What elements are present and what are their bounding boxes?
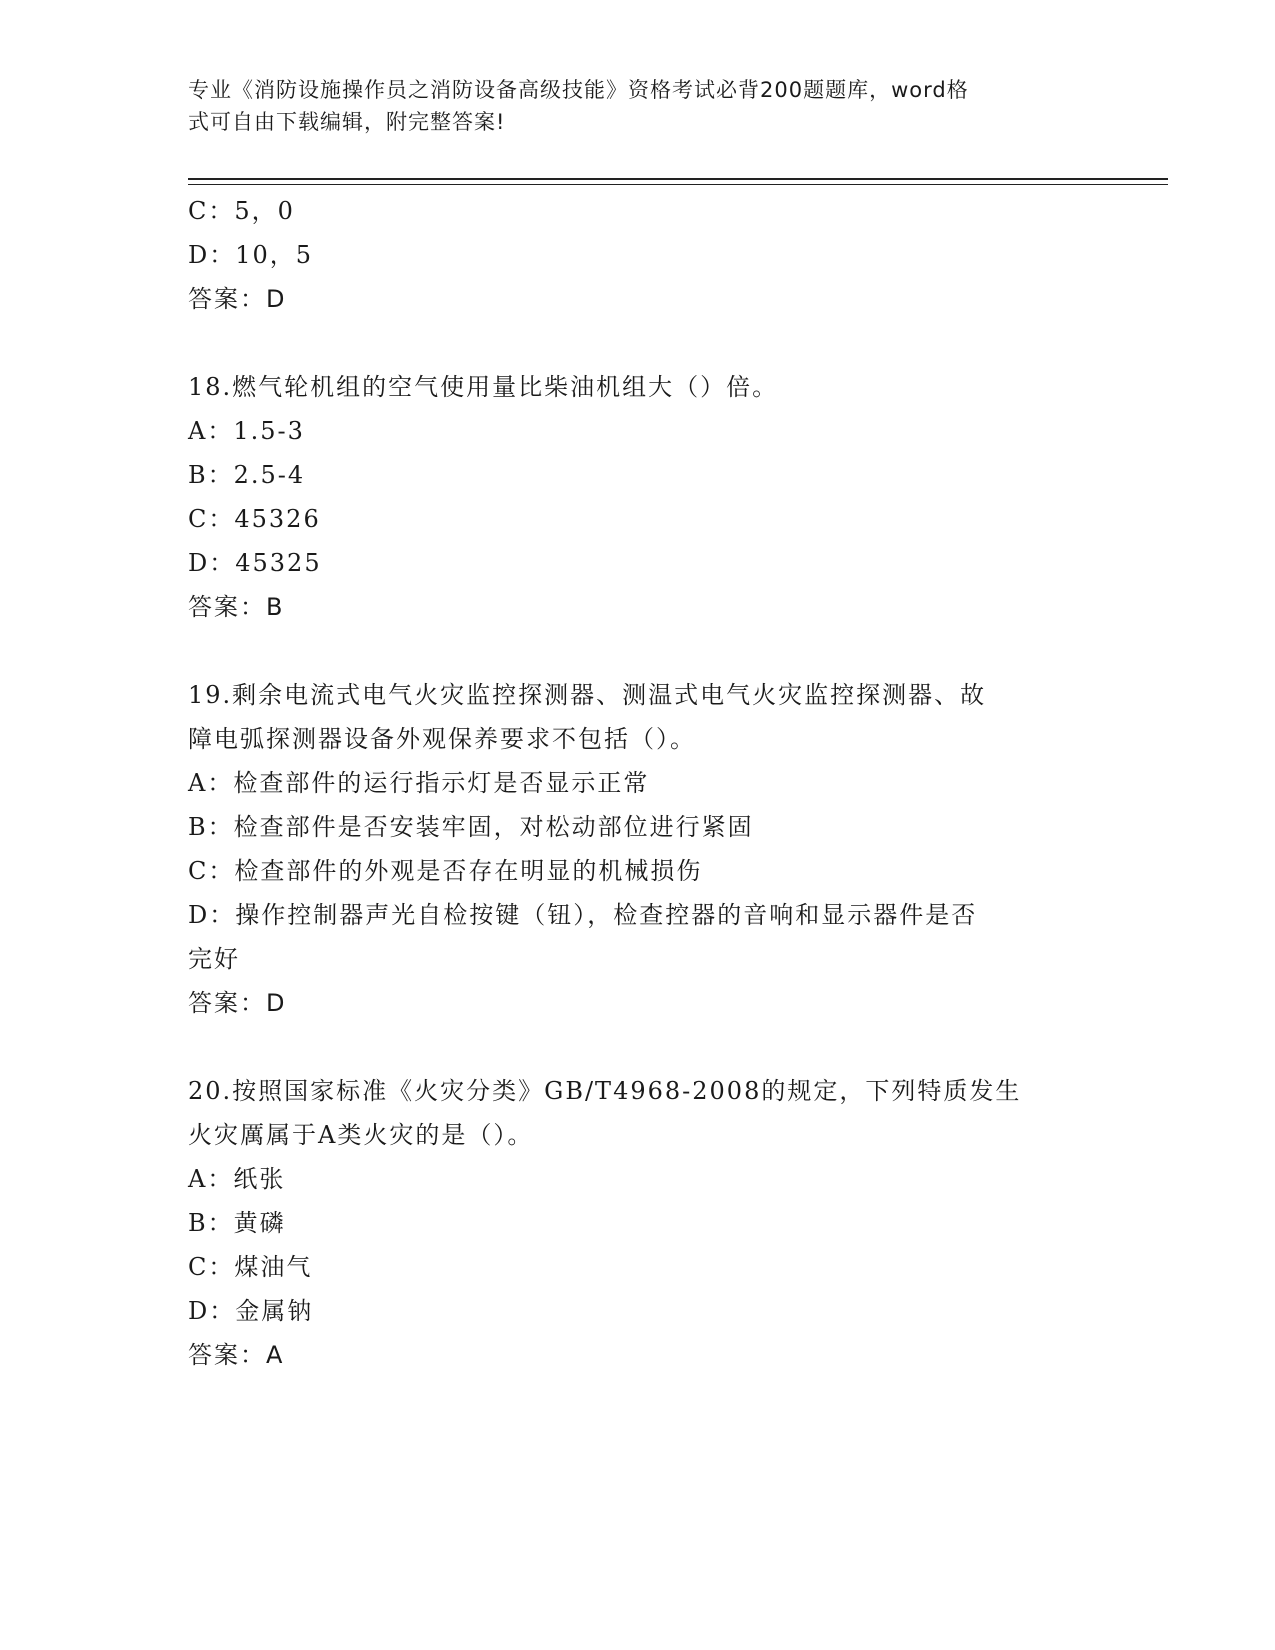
q19-option-b: B：检查部件是否安装牢固，对松动部位进行紧固 [188,813,754,841]
header-line-1: 专业《消防设施操作员之消防设备高级技能》资格考试必背200题题库，word格 [188,78,969,102]
q20-option-d: D：金属钠 [188,1297,314,1325]
q19-option-d-line-2: 完好 [188,945,240,973]
q20-option-a: A：纸张 [188,1165,286,1193]
header-divider-thick [188,178,1168,180]
q19-option-a: A：检查部件的运行指示灯是否显示正常 [188,769,650,797]
header-divider-thin [188,184,1168,185]
q18-option-b: B：2.5-4 [188,461,306,489]
q20-answer: 答案：A [188,1341,285,1369]
q19-stem-line-2: 障电弧探测器设备外观保养要求不包括（）。 [188,725,696,753]
q20-option-b: B：黄磷 [188,1209,286,1237]
q19-option-c: C：检查部件的外观是否存在明显的机械损伤 [188,857,703,885]
prev-option-d: D：10，5 [188,241,314,269]
q20-stem-line-2: 火灾厲属于A类火灾的是（）。 [188,1121,534,1149]
page-header [188,74,1088,138]
header-line-2: 式可自由下载编辑，附完整答案! [188,110,506,134]
q18-option-a: A：1.5-3 [188,417,305,445]
q20-option-c: C：煤油气 [188,1253,313,1281]
q18-answer: 答案：B [188,593,285,621]
q19-stem-line-1: 19.剩余电流式电气火灾监控探测器、测温式电气火灾监控探测器、故 [188,681,987,709]
q19-option-d-line-1: D：操作控制器声光自检按键（钮），检查控器的音响和显示器件是否 [188,901,978,929]
q19-answer: 答案：D [188,989,287,1017]
prev-answer: 答案：D [188,285,287,313]
q18-option-c: C：45326 [188,505,321,533]
q18-option-d: D：45325 [188,549,322,577]
prev-option-c: C：5，0 [188,197,295,225]
q18-stem: 18.燃气轮机组的空气使用量比柴油机组大（）倍。 [188,373,779,401]
q20-stem-line-1: 20.按照国家标准《火灾分类》GB/T4968-2008的规定，下列特质发生 [188,1077,1022,1105]
